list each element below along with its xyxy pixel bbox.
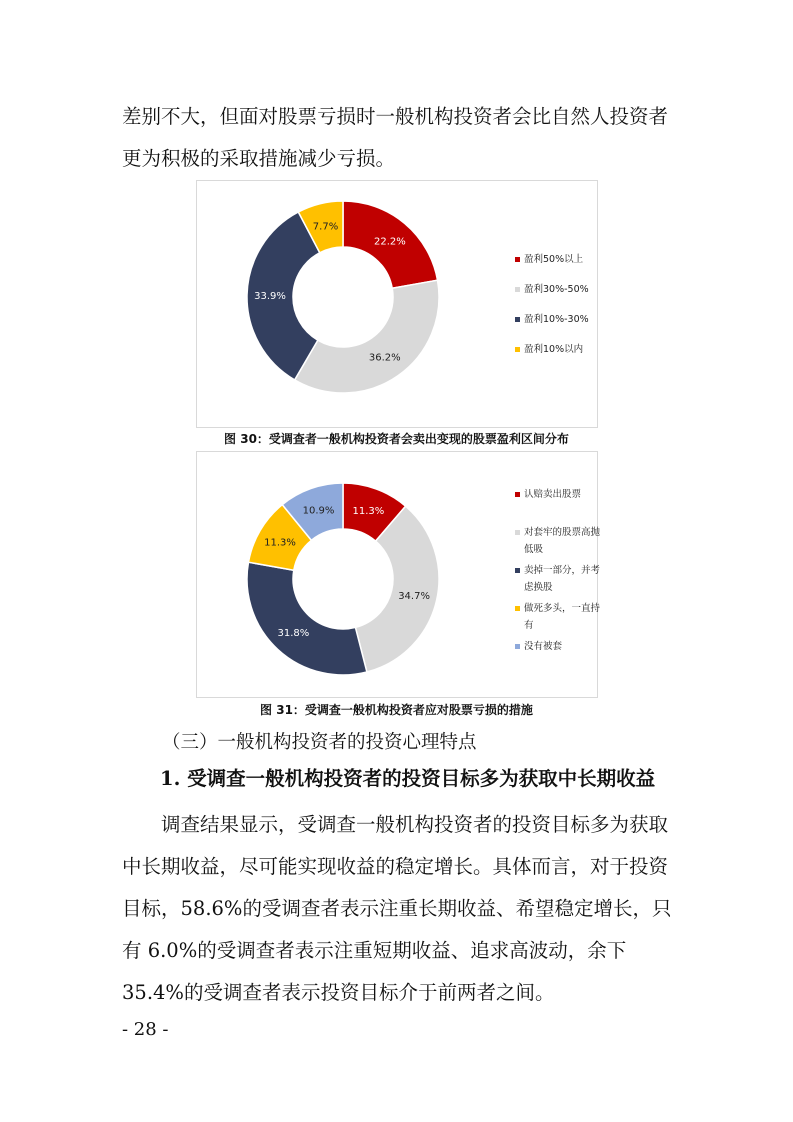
legend-item xyxy=(515,524,606,558)
slice-value-label: 7.7% xyxy=(312,221,339,233)
donut-slice xyxy=(295,280,439,393)
donut-chart-30 xyxy=(197,181,597,427)
legend-swatch xyxy=(515,568,520,573)
slice-value-label: 11.3% xyxy=(264,537,296,549)
legend-item xyxy=(515,486,606,503)
caption-chart-30: 图 30：受调查者一般机构投资者会卖出变现的股票盈利区间分布 xyxy=(224,432,569,446)
page-number: - 28 - xyxy=(122,1019,169,1040)
slice-value-label: 22.2% xyxy=(373,236,406,248)
legend-swatch xyxy=(515,317,520,322)
legend-item xyxy=(515,341,606,358)
legend-swatch xyxy=(515,530,520,535)
slice-value-label: 11.3% xyxy=(352,506,385,518)
chart-box-31 xyxy=(196,451,601,698)
slice-value-label: 33.9% xyxy=(254,290,286,302)
legend-swatch xyxy=(515,606,520,611)
legend-label: 盈利10%以内 xyxy=(524,344,584,355)
legend-label: 盈利50%以上 xyxy=(524,254,584,265)
chart-box-30 xyxy=(196,180,598,428)
legend-swatch xyxy=(515,492,520,497)
legend-swatch xyxy=(515,347,520,352)
legend-swatch xyxy=(515,644,520,649)
legend-label: 卖掉一部分，并考虑换股 xyxy=(524,565,601,593)
caption-chart-31: 图 31：受调查一般机构投资者应对股票亏损的措施 xyxy=(260,703,533,717)
legend-item xyxy=(515,251,606,268)
legend-label: 盈利30%-50% xyxy=(524,284,589,295)
legend-label: 做死多头，一直持有 xyxy=(524,603,601,631)
legend-item xyxy=(515,600,606,634)
section-heading: （三）一般机构投资者的投资心理特点 xyxy=(162,732,477,753)
legend-swatch xyxy=(515,287,520,292)
slice-value-label: 31.8% xyxy=(277,628,310,640)
legend-item xyxy=(515,562,606,596)
legend-label: 对套牢的股票高抛低吸 xyxy=(524,527,601,555)
legend-swatch xyxy=(515,257,520,262)
donut-slice xyxy=(247,562,367,675)
sub-heading: 1. 受调查一般机构投资者的投资目标多为获取中长期收益 xyxy=(160,767,656,790)
slice-value-label: 36.2% xyxy=(368,352,401,364)
legend-item xyxy=(515,311,606,328)
legend-label: 没有被套 xyxy=(524,641,563,652)
paragraph-top: 差别不大，但面对股票亏损时一般机构投资者会比自然人投资者更为积极的采取措施减少亏损。 xyxy=(122,105,669,170)
paragraph-bottom: 调查结果显示，受调查一般机构投资者的投资目标多为获取中长期收益，尽可能实现收益的稳定增长。具体而言，对于投资目标，58.6%的受调查者表示注重长期收益、希望稳定增长，只有 6.0%的受调查者表示注重短期收益、追求高波动，余下 35.4%的受调查者表示投资目标介于前两者之间。 xyxy=(122,813,672,1004)
legend-label: 认赔卖出股票 xyxy=(524,489,582,500)
legend-item xyxy=(515,638,606,655)
legend-item xyxy=(515,281,606,298)
slice-value-label: 34.7% xyxy=(398,591,430,603)
legend-label: 盈利10%-30% xyxy=(524,314,589,325)
slice-value-label: 10.9% xyxy=(302,505,335,517)
